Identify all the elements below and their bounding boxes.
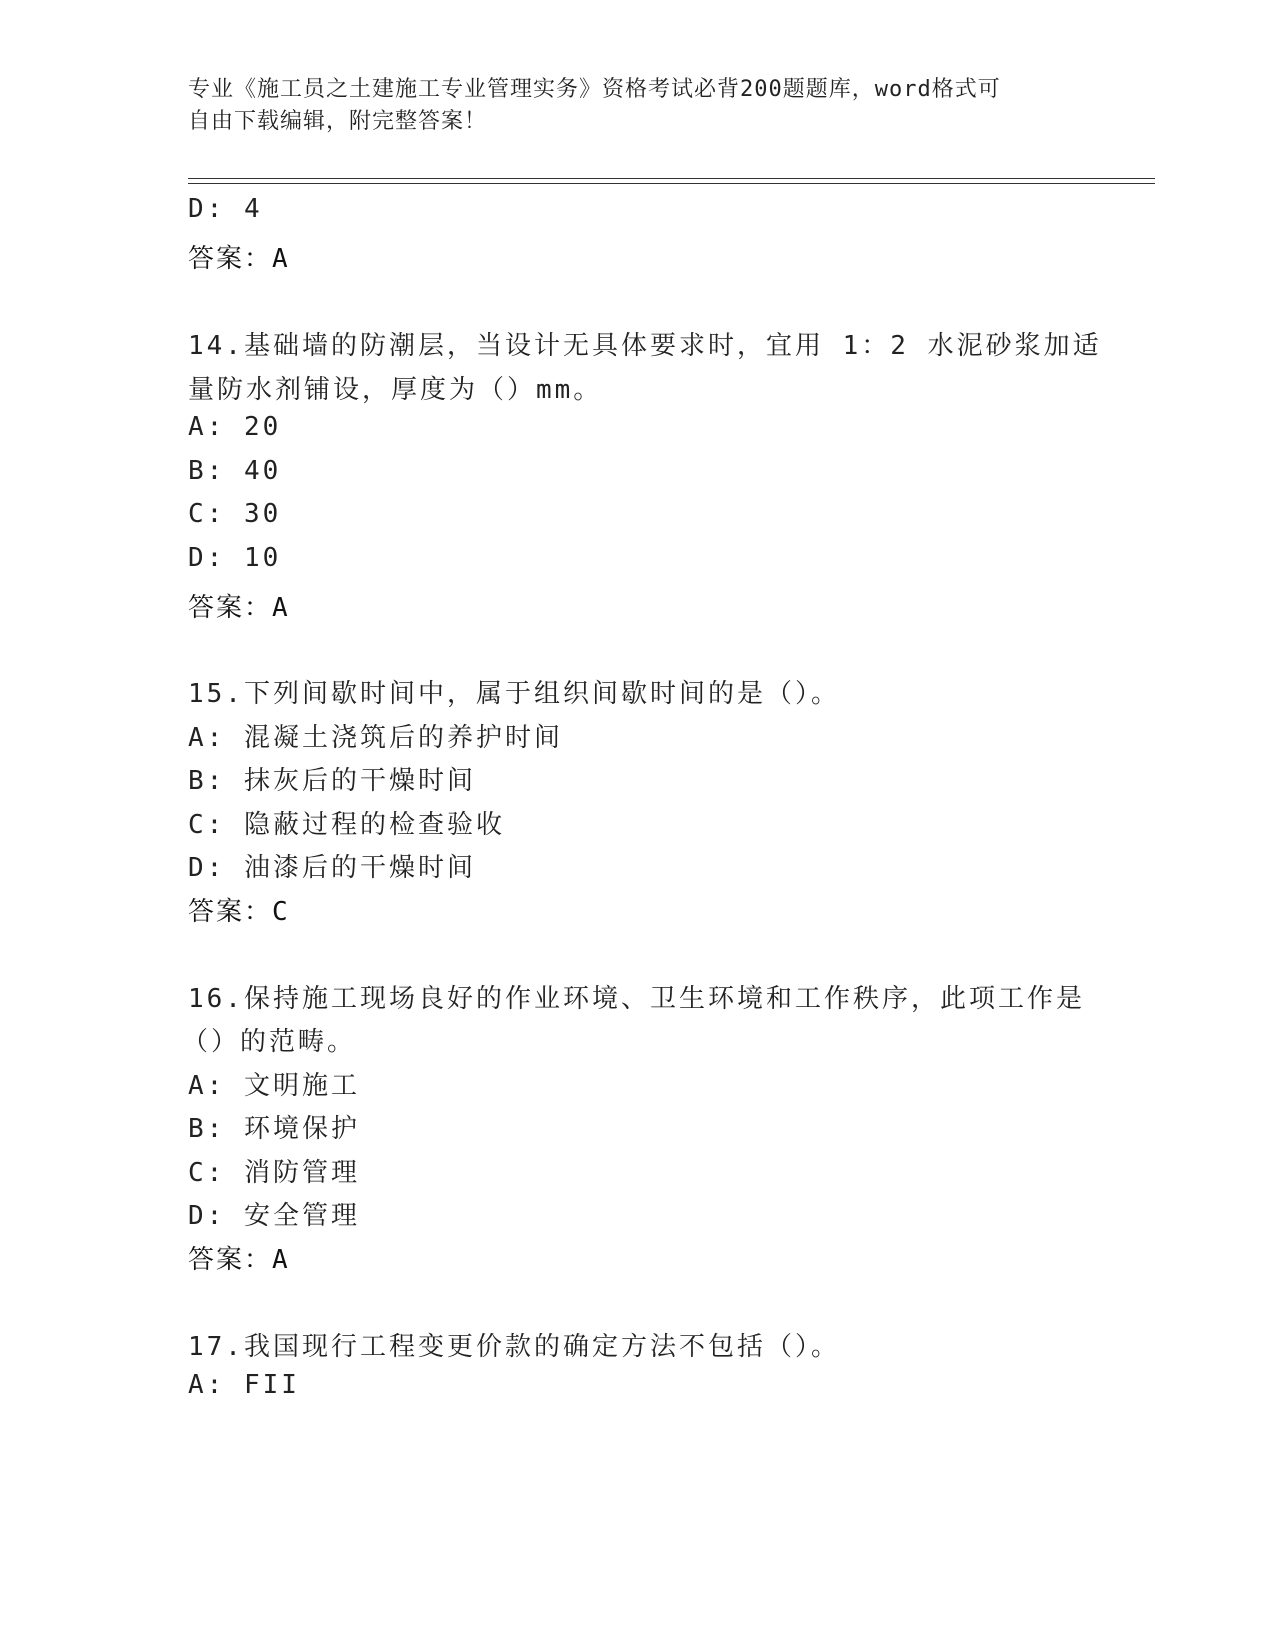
question-14-stem-line-2: 量防水剂铺设，厚度为（）mm。 xyxy=(188,375,603,405)
document-header xyxy=(188,74,1068,138)
answer-value: C xyxy=(272,897,290,927)
answer-value: A xyxy=(272,244,290,274)
question-14-option-b: B: 40 xyxy=(188,456,282,486)
question-16-stem-line-2: （）的范畴。 xyxy=(182,1027,357,1057)
answer-value: A xyxy=(272,1245,290,1275)
question-16-option-a: A: 文明施工 xyxy=(188,1071,360,1101)
prev-answer xyxy=(188,238,290,275)
question-16-answer xyxy=(188,1239,290,1276)
answer-label: 答案： xyxy=(188,244,273,274)
answer-label: 答案： xyxy=(188,593,273,623)
answer-label: 答案： xyxy=(188,897,273,927)
question-17-stem-line-1: 17.我国现行工程变更价款的确定方法不包括（）。 xyxy=(188,1332,840,1362)
answer-label: 答案： xyxy=(188,1245,273,1275)
question-15-option-c: C: 隐蔽过程的检查验收 xyxy=(188,810,505,840)
question-14-option-c: C: 30 xyxy=(188,499,282,529)
question-16-option-b: B: 环境保护 xyxy=(188,1114,360,1144)
question-14-option-a: A: 20 xyxy=(188,412,282,442)
question-16-option-d: D: 安全管理 xyxy=(188,1201,360,1231)
header-title-line-1: 专业《施工员之土建施工专业管理实务》资格考试必背200题题库，word格式可 xyxy=(188,77,1001,102)
question-14-option-d: D: 10 xyxy=(188,543,282,573)
question-16-option-c: C: 消防管理 xyxy=(188,1158,360,1188)
header-divider-top xyxy=(188,178,1155,179)
question-15-stem-line-1: 15.下列间歇时间中，属于组织间歇时间的是（）。 xyxy=(188,679,840,709)
header-divider-bottom xyxy=(188,183,1155,184)
question-14-stem-line-1: 14.基础墙的防潮层，当设计无具体要求时，宜用 1：2 水泥砂浆加适 xyxy=(188,331,1102,361)
question-15-answer xyxy=(188,891,290,928)
question-17-option-a: A: FII xyxy=(188,1370,300,1400)
prev-option-d: D: 4 xyxy=(188,194,263,224)
question-15-option-b: B: 抹灰后的干燥时间 xyxy=(188,766,476,796)
header-title-line-2: 自由下载编辑，附完整答案！ xyxy=(188,109,488,134)
question-14-answer xyxy=(188,587,290,624)
question-15-option-a: A: 混凝土浇筑后的养护时间 xyxy=(188,723,563,753)
answer-value: A xyxy=(272,593,290,623)
question-15-option-d: D: 油漆后的干燥时间 xyxy=(188,853,476,883)
question-16-stem-line-1: 16.保持施工现场良好的作业环境、卫生环境和工作秩序，此项工作是 xyxy=(188,984,1085,1014)
